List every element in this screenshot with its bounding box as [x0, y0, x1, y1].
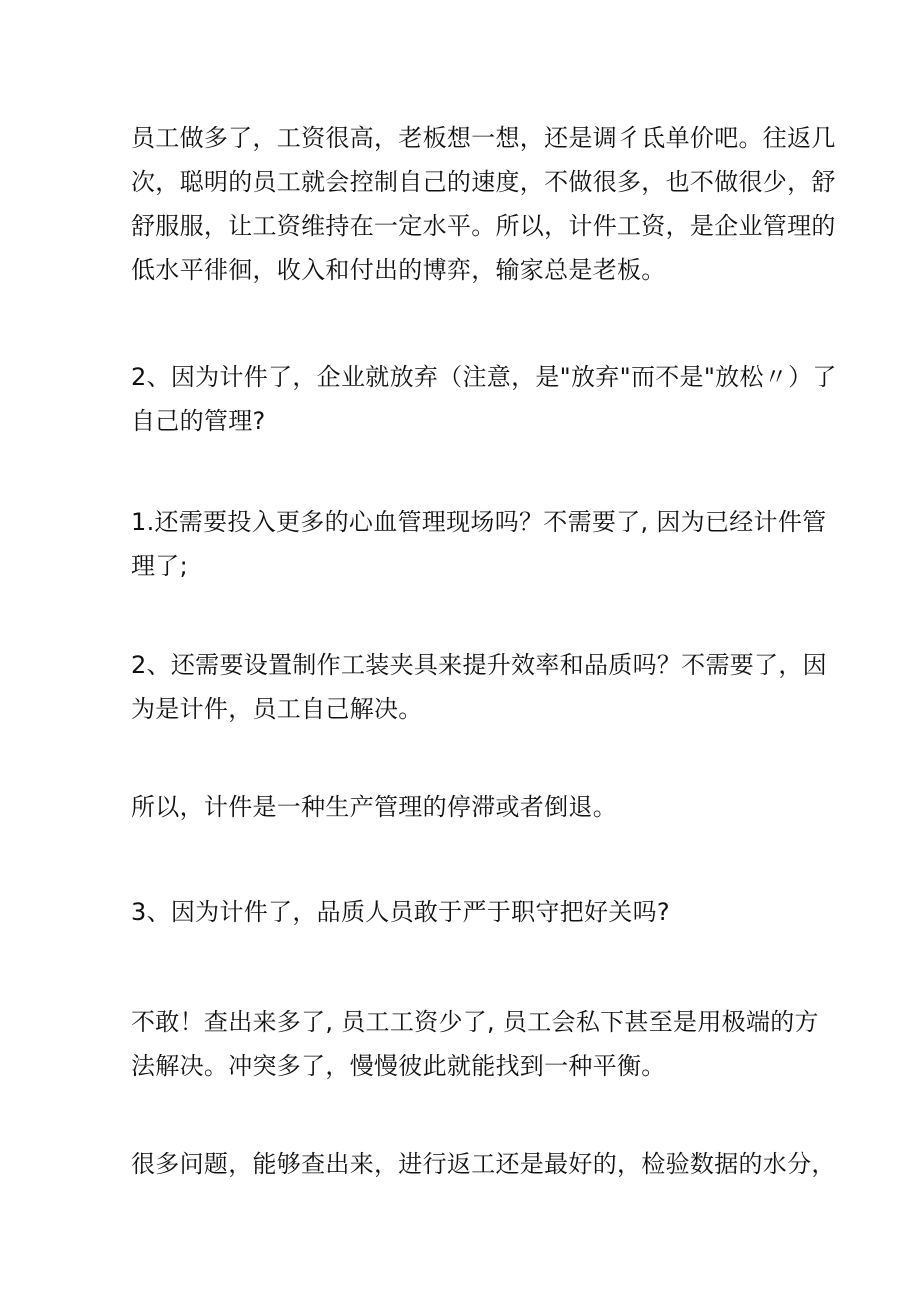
paragraph-line: 所以，计件是一种生产管理的停滞或者倒退。: [131, 793, 617, 821]
paragraph-2: [131, 355, 837, 443]
paragraph-line: 低水平徘徊，收入和付出的博弈，输家总是老板。: [131, 256, 666, 284]
paragraph-line: 2、还需要设置制作工装夹具来提升效率和品质吗？不需要了，因: [131, 651, 827, 679]
paragraph-line: 舒服服，让工资维持在一定水平。所以，计件工资，是企业管理的: [131, 212, 836, 240]
paragraph-line: 为是计件，员工自己解决。: [131, 695, 423, 723]
paragraph-8: [131, 1142, 836, 1186]
paragraph-line: 2、因为计件了，企业就放弃（注意，是"放弃"而不是"放松〃）了: [131, 363, 837, 391]
paragraph-line: 不敢！查出来多了, 员工工资少了, 员工会私下甚至是用极端的方: [131, 1008, 819, 1036]
paragraph-6: [131, 890, 801, 934]
paragraph-line: 3、因为计件了，品质人员敢于严于职守把好关吗?: [131, 898, 670, 926]
paragraph-line: 很多问题，能够查出来，进行返工还是最好的，检验数据的水分，: [131, 1150, 836, 1178]
paragraph-line: 次，聪明的员工就会控制自己的速度，不做很多，也不做很少，舒: [131, 168, 836, 196]
paragraph-5: [131, 785, 801, 829]
paragraph-1: [131, 116, 836, 292]
paragraph-7: [131, 1000, 819, 1088]
paragraph-line: 理了;: [131, 552, 188, 580]
paragraph-4: [131, 643, 827, 731]
paragraph-line: 自己的管理?: [131, 407, 266, 435]
paragraph-line: 员工做多了，工资很高，老板想一想，还是调彳氐单价吧。往返几: [131, 124, 836, 152]
paragraph-line: 法解决。冲突多了，慢慢彼此就能找到一种平衡。: [131, 1052, 666, 1080]
paragraph-line: 1.还需要投入更多的心血管理现场吗？不需要了, 因为已经计件管: [131, 508, 827, 536]
paragraph-3: [131, 500, 827, 588]
